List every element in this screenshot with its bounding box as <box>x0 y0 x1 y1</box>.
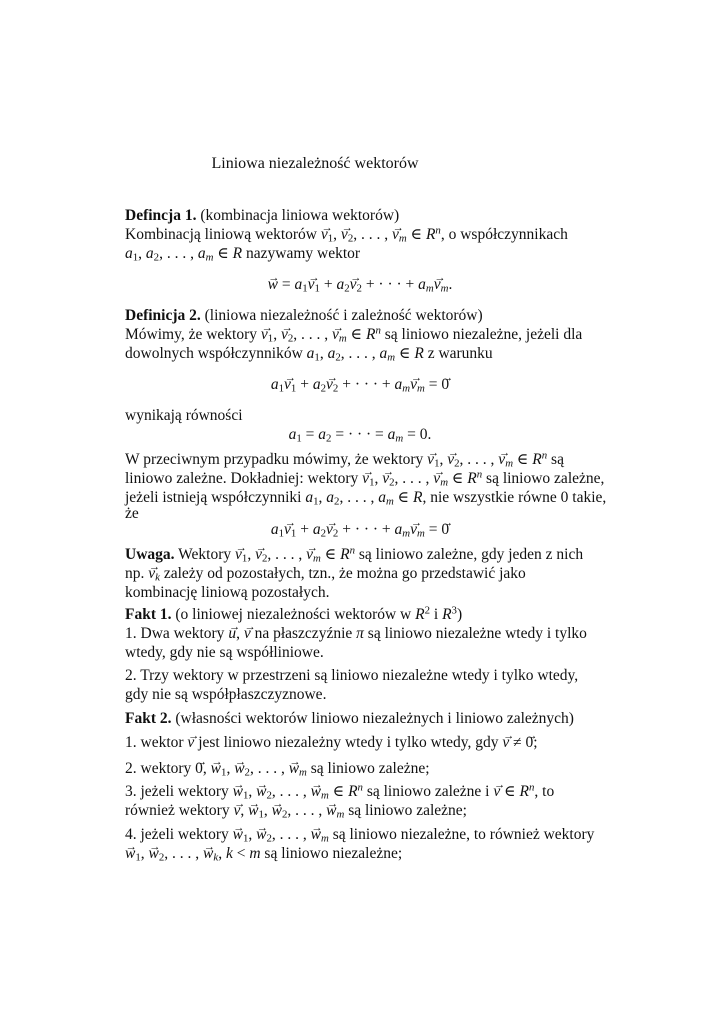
math-inline: → v, → $w_1$, → $w_2$, . . . , → $w_m$ <box>233 802 344 819</box>
fact-1-heading: Fakt 1. <box>125 606 172 623</box>
text-span: 2. wektory <box>125 760 192 777</box>
text-span: z warunku <box>427 345 493 362</box>
definition-1-line-2 <box>125 245 360 263</box>
text-span: są liniowo zależne; <box>310 760 430 777</box>
text-span: są liniowo niezależne, jeżeli dla <box>384 326 583 343</box>
math-inline: → $w_1$, → $w_2$, . . . , → $w_k$, k < m <box>125 845 261 862</box>
fact-2-item-3-line-2 <box>125 802 467 820</box>
text-span: , o współczynnikach <box>440 226 568 243</box>
definition-2-contrary-line-4: że <box>125 505 139 522</box>
math-inline: → $w_1$, → $w_2$, . . . , → $w_m$ <box>233 826 329 843</box>
fact-1-item-1-line-2: wtedy, gdy nie są współliniowe. <box>125 644 324 661</box>
text-span: również wektory <box>125 802 230 819</box>
text-span: są liniowo zależne, gdy jeden z nich <box>358 546 584 563</box>
page-title: Liniowa niezależność wektorów <box>211 155 419 172</box>
text-span: W przeciwnym przypadku mówimy, że wektory <box>125 451 424 468</box>
definition-2-contrary-line-3 <box>125 489 606 507</box>
fact-1-item-1-line-1: 1. Dwa wektory → u, → v na płaszczyźnie π są liniowo niezależne wtedy i tylko <box>125 625 587 643</box>
definition-2-follows: wynikają równości <box>125 407 243 424</box>
math-inline: → u, → v <box>228 625 250 642</box>
math-inline: → $v_1$, → $v_2$, . . . , → $v_m$ ∈ $R^n$ <box>321 226 441 243</box>
text-span: jest liniowo niezależny wtedy i tylko wtedy, gdy <box>198 734 499 751</box>
text-span: Kombinacją liniową wektorów <box>125 226 317 243</box>
text-span: są liniowo niezależne, to również wektory <box>332 826 595 843</box>
remark-line-3: kombinację liniową pozostałych. <box>125 584 330 601</box>
text-span: są liniowo zależne; <box>348 802 467 819</box>
math-inline: → v ∈ $R^n$ <box>493 783 534 800</box>
definition-2-subtitle: (liniowa niezależność i zależność wektorów) <box>204 307 483 324</box>
remark-line-2 <box>125 565 526 583</box>
math-inline: → $v_1$, → $v_2$, . . . , → $v_m$ ∈ $R^n$ <box>261 326 381 343</box>
math-inline: $a_1$, $a_2$, . . . , $a_m$ ∈ R <box>305 489 423 508</box>
text-span: nazywamy wektor <box>246 245 361 262</box>
fact-1-item-2-line-2: gdy nie są współpłaszczyznowe. <box>125 686 327 703</box>
math-inline: → $v_1$, → $v_2$, . . . , → $v_m$ ∈ $R^n$ <box>362 470 482 487</box>
text-span: dowolnych współczynników <box>125 345 303 362</box>
definition-1-line-1 <box>125 226 568 244</box>
definition-2-contrary-line-1 <box>125 451 564 469</box>
math-inline: $a_1$, $a_2$, . . . , $a_m$ ∈ R <box>306 345 424 364</box>
definition-2-heading: Definicja 2. <box>125 307 201 324</box>
math-inline: → $w_1$, → $w_2$, . . . , → $w_m$ ∈ $R^n$ <box>233 783 363 800</box>
math-inline: → $v_1$, → $v_2$, . . . , → $v_m$ ∈ $R^n$ <box>427 451 547 468</box>
fact-2-item-1: 1. wektor → v jest liniowo niezależny wtedy i tylko wtedy, gdy → v ≠ → 0; <box>125 734 538 752</box>
definition-1-formula: → $w = a_1\to v_1 + a_2\to v_2$ + · · · + $a_m\to v_m$. <box>125 276 595 294</box>
definition-1-heading: Defincja 1. <box>125 207 197 224</box>
fact-2-heading-line <box>125 710 574 728</box>
text-span: 1. Dwa wektory <box>125 625 225 642</box>
fact-2-item-4-line-2 <box>125 845 402 863</box>
fact-1-heading-line: Fakt 1. (o liniowej niezależności wektorów w $R^2$ i $R^3$) <box>125 604 463 623</box>
text-span: Wektory <box>178 546 232 563</box>
fact-2-item-2 <box>125 760 430 778</box>
remark-line-1 <box>125 546 583 564</box>
definition-2-line-2 <box>125 345 493 363</box>
text-span: są liniowo zależne, <box>486 470 605 487</box>
text-span: jeżeli istnieją współczynniki <box>125 489 302 506</box>
text-span: Mówimy, że wektory <box>125 326 258 343</box>
definition-2-equality-formula: $a_1 = a_2$ = · · · = $a_m = 0$. <box>288 426 432 445</box>
text-span: , to <box>534 783 555 800</box>
definition-2-line-1 <box>125 326 582 344</box>
text-span: 4. jeżeli wektory <box>125 826 229 843</box>
definition-2-contrary-line-2 <box>125 470 604 488</box>
text-span: są <box>551 451 564 468</box>
definition-2-dependence-formula: $a_1\to v_1 + a_2\to v_2$ + · · · + $a_m\to v_m$ = → 0 <box>125 521 595 539</box>
math-inline: $a_1$, $a_2$, . . . , $a_m$ ∈ R <box>125 245 243 264</box>
text-span: są liniowo niezależne wtedy i tylko <box>367 625 587 642</box>
text-span: i <box>433 606 439 623</box>
text-span: 3. jeżeli wektory <box>125 783 229 800</box>
text-span: na płaszczyźnie <box>254 625 353 642</box>
text-span: liniowo zależne. Dokładniej: wektory <box>125 470 359 487</box>
math-inline: → $v_k$ <box>148 565 160 582</box>
text-span: są liniowo niezależne; <box>264 845 403 862</box>
remark-heading: Uwaga. <box>125 546 175 563</box>
math-inline: → v ≠ → 0; <box>502 734 537 751</box>
text-span: zależy od pozostałych, tzn., że można go przedstawić jako <box>163 565 526 582</box>
math-inline: → $v_1$, → $v_2$, . . . , → $v_m$ ∈ $R^n$ <box>235 546 355 563</box>
text-span: (o liniowej niezależności wektorów w <box>175 606 412 623</box>
definition-2-condition-formula: $a_1\to v_1 + a_2\to v_2$ + · · · + $a_m\to v_m$ = → 0 <box>125 376 595 394</box>
definition-1-heading-line <box>125 207 399 225</box>
text-span: 1. wektor <box>125 734 184 751</box>
text-span: (własności wektorów liniowo niezależnych i liniowo zależnych) <box>175 710 574 727</box>
fact-2-item-4-line-1 <box>125 826 594 844</box>
text-span: są liniowo zależne i <box>366 783 490 800</box>
math-inline: → 0, → $w_1$, → $w_2$, . . . , → $w_m$ <box>195 760 307 777</box>
fact-2-heading: Fakt 2. <box>125 710 172 727</box>
text-span: np. <box>125 565 145 582</box>
fact-1-item-2-line-1: 2. Trzy wektory w przestrzeni są liniowo niezależne wtedy i tylko wtedy, <box>125 667 579 684</box>
fact-2-item-3-line-1 <box>125 783 554 801</box>
definition-1-subtitle: (kombinacja liniowa wektorów) <box>200 207 400 224</box>
text-span: , nie wszystkie równe 0 takie, <box>422 489 607 506</box>
definition-2-heading-line <box>125 307 483 325</box>
